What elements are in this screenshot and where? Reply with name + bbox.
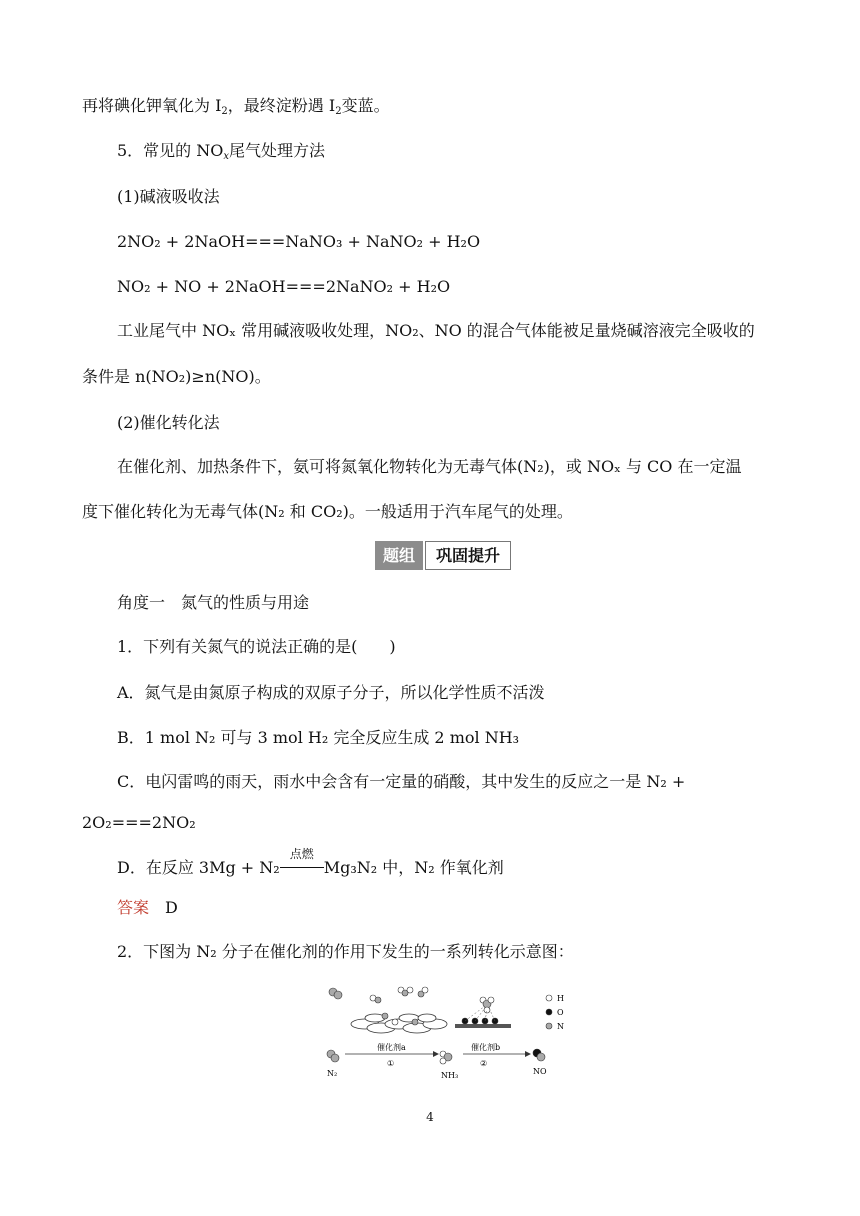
equation-1: 2NO₂ + 2NaOH===NaNO₃ + NaNO₂ + H₂O: [117, 232, 481, 251]
svg-text:O: O: [557, 1008, 564, 1017]
option-b: B．1 mol N₂ 可与 3 mol H₂ 完全反应生成 2 mol NH₃: [117, 728, 520, 747]
catalyst-a-label: 催化剂a: [377, 1043, 406, 1052]
option-a: A．氮气是由氮原子构成的双原子分子，所以化学性质不活泼: [117, 683, 545, 702]
no-label: NO: [533, 1067, 547, 1076]
svg-text:H: H: [557, 994, 564, 1003]
reaction-diagram: [315, 978, 575, 1082]
catalyst-a-surface: [351, 1014, 447, 1033]
text-line-1: 再将碘化钾氧化为 $I_2$，最终淀粉遇 $I_2$变蓝。: [82, 96, 390, 117]
catalyst-b-surface: [455, 1024, 511, 1028]
step-2-label: ②: [480, 1059, 488, 1068]
badge-label: 题组: [375, 541, 423, 570]
paragraph-1: 工业尾气中 NOₓ 常用碱液吸收处理，NO₂、NO 的混合气体能被足量烧碱溶液完全吸收的: [117, 321, 755, 340]
option-c: C．电闪雷鸣的雨天，雨水中会含有一定量的硝酸，其中发生的反应之一是 N₂ +: [117, 772, 686, 791]
page-number: 4: [426, 1110, 434, 1124]
diagram-legend: [546, 994, 564, 1031]
option-c-cont: 2O₂===2NO₂: [82, 813, 196, 832]
angle-heading: 角度一 氮气的性质与用途: [117, 593, 310, 612]
reaction-condition: 点燃: [280, 858, 324, 878]
question-2: 2．下图为 N₂ 分子在催化剂的作用下发生的一系列转化示意图：: [117, 942, 574, 961]
catalyst-b-label: 催化剂b: [471, 1043, 501, 1052]
svg-text:N: N: [557, 1022, 564, 1031]
n2-label: N₂: [327, 1069, 338, 1078]
nh3-label: NH₃: [441, 1071, 459, 1080]
answer-label: 答案: [117, 898, 150, 917]
step-1-label: ①: [387, 1059, 395, 1068]
badge-title: 巩固提升: [425, 541, 511, 570]
paragraph-2: 在催化剂、加热条件下，氨可将氮氧化物转化为无毒气体(N₂)，或 NOₓ 与 CO 在一定温: [117, 457, 742, 476]
option-d: D．在反应 3Mg + N₂ 点燃 Mg₃N₂ 中，N₂ 作氧化剂: [117, 847, 504, 877]
paragraph-1-cont: 条件是 n(NO₂)≥n(NO)。: [82, 367, 271, 386]
question-1: 1．下列有关氮气的说法正确的是( ): [117, 637, 396, 656]
section-badge: [375, 541, 511, 570]
answer-value: D: [165, 898, 178, 917]
section-5-heading: 5．常见的 $NO_x$尾气处理方法: [117, 141, 326, 162]
answer-line: [117, 898, 178, 918]
method-1-heading: (1)碱液吸收法: [117, 187, 220, 206]
method-2-heading: (2)催化转化法: [117, 413, 220, 432]
equation-2: NO₂ + NO + 2NaOH===2NaNO₂ + H₂O: [117, 277, 451, 296]
paragraph-2-cont: 度下催化转化为无毒气体(N₂ 和 CO₂)。一般适用于汽车尾气的处理。: [82, 502, 573, 521]
